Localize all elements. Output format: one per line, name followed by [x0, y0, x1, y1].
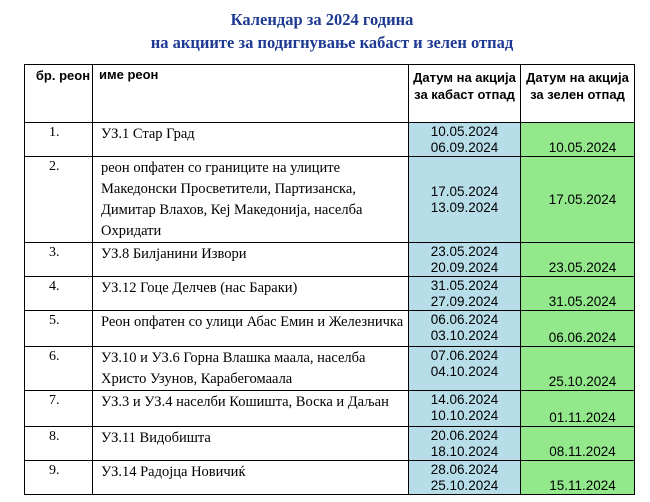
bulky-date-2: 20.09.2024	[430, 260, 499, 275]
table-row	[25, 311, 635, 347]
header-bulky-date: Датум на акција за кабаст отпад	[409, 65, 521, 123]
bulky-date-1: 17.05.2024	[430, 184, 499, 199]
region-name: УЗ.10 и УЗ.6 Горна Влашка маала, населба Христо Узунов, Карабегомаала	[93, 347, 409, 391]
table-row	[25, 243, 635, 277]
row-number: 9.	[25, 461, 93, 495]
bulky-date-2: 25.10.2024	[430, 478, 499, 493]
bulky-date-2: 06.09.2024	[430, 140, 499, 155]
table-header-row	[25, 65, 635, 123]
document-subtitle: на акциите за подигнување кабаст и зелен отпад	[150, 33, 514, 52]
bulky-date-2: 10.10.2024	[430, 408, 499, 423]
bulky-dates	[409, 311, 521, 347]
bulky-date-1: 07.06.2024	[430, 348, 499, 363]
green-date: 23.05.2024	[521, 243, 635, 277]
header-region-no: бр. реон	[25, 65, 93, 123]
region-name: реон опфатен со границите на улиците Македонски Просветители, Партизанска, Димитар Влахов, Кеј Македонија, населба Охридати	[93, 157, 409, 243]
row-number: 5.	[25, 311, 93, 347]
bulky-date-2: 18.10.2024	[430, 444, 499, 459]
region-name: УЗ.11 Видобишта	[93, 427, 409, 461]
row-number: 2.	[25, 157, 93, 243]
bulky-date-2: 13.09.2024	[430, 200, 499, 215]
table-row	[25, 427, 635, 461]
bulky-dates	[409, 277, 521, 311]
green-date: 06.06.2024	[521, 311, 635, 347]
row-number: 4.	[25, 277, 93, 311]
row-number: 6.	[25, 347, 93, 391]
bulky-date-1: 28.06.2024	[430, 462, 499, 477]
table-row	[25, 461, 635, 495]
bulky-date-1: 31.05.2024	[430, 278, 499, 293]
bulky-dates	[409, 123, 521, 157]
bulky-dates	[409, 427, 521, 461]
table-row	[25, 277, 635, 311]
bulky-date-1: 10.05.2024	[430, 124, 499, 139]
green-date: 08.11.2024	[521, 427, 635, 461]
row-number: 3.	[25, 243, 93, 277]
green-date: 10.05.2024	[521, 123, 635, 157]
schedule-table	[24, 64, 635, 495]
region-name: УЗ.1 Стар Град	[93, 123, 409, 157]
header-green-date: Датум на акција за зелен отпад	[521, 65, 635, 123]
bulky-date-2: 27.09.2024	[430, 294, 499, 309]
region-name: УЗ.3 и УЗ.4 населби Кошишта, Воска и Дaљан	[93, 391, 409, 427]
bulky-date-1: 06.06.2024	[430, 312, 499, 327]
row-number: 1.	[25, 123, 93, 157]
table-row	[25, 391, 635, 427]
green-date: 31.05.2024	[521, 277, 635, 311]
bulky-dates	[409, 391, 521, 427]
table-row	[25, 123, 635, 157]
bulky-date-1: 14.06.2024	[430, 392, 499, 407]
bulky-dates	[409, 157, 521, 243]
table-row	[25, 347, 635, 391]
header-region-name: име реон	[93, 65, 409, 123]
region-name: Реон опфатен со улици Абас Емин и Железничка	[93, 311, 409, 347]
document-title: Календар за 2024 година	[230, 10, 414, 29]
table-row	[25, 157, 635, 243]
region-name: УЗ.8 Билјанини Извори	[93, 243, 409, 277]
bulky-dates	[409, 243, 521, 277]
bulky-date-1: 23.05.2024	[430, 244, 499, 259]
green-date: 01.11.2024	[521, 391, 635, 427]
green-date: 17.05.2024	[521, 157, 635, 243]
bulky-dates	[409, 347, 521, 391]
bulky-date-2: 03.10.2024	[430, 328, 499, 343]
green-date: 15.11.2024	[521, 461, 635, 495]
green-date: 25.10.2024	[521, 347, 635, 391]
bulky-date-2: 04.10.2024	[430, 364, 499, 379]
region-name: УЗ.12 Гоце Делчев (нас Бараки)	[93, 277, 409, 311]
row-number: 7.	[25, 391, 93, 427]
bulky-dates	[409, 461, 521, 495]
bulky-date-1: 20.06.2024	[430, 428, 499, 443]
row-number: 8.	[25, 427, 93, 461]
region-name: УЗ.14 Радојца Новичиќ	[93, 461, 409, 495]
